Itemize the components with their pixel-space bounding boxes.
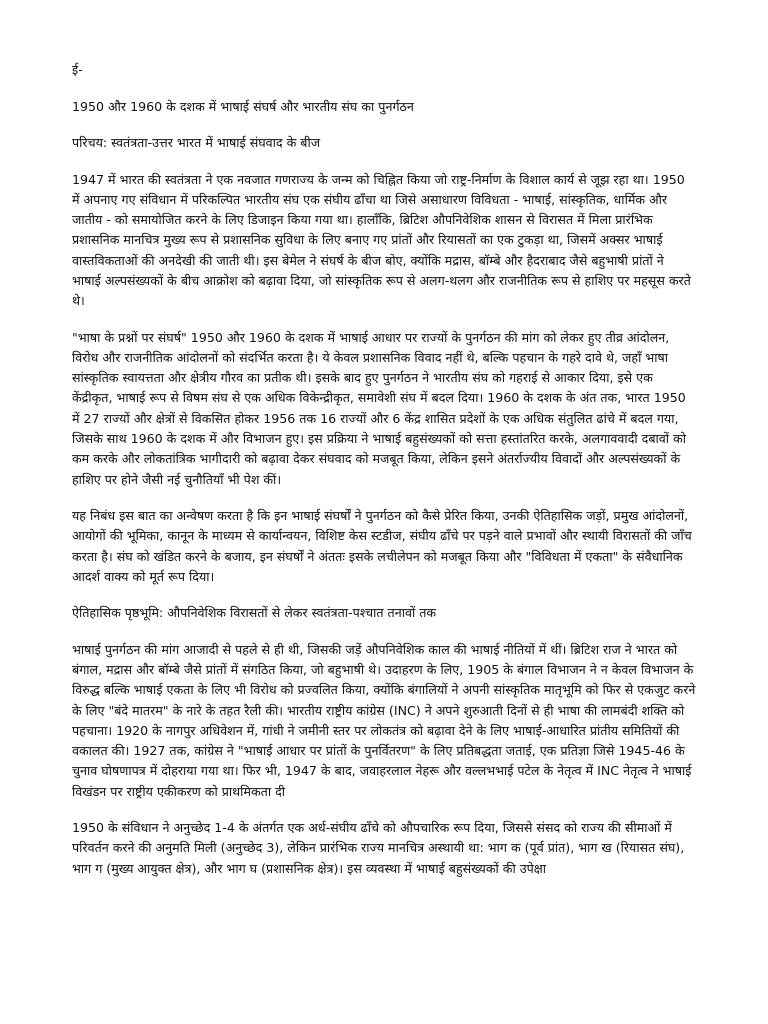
paragraph-5: 1950 के संविधान ने अनुच्छेद 1-4 के अंतर्गत एक अर्ध-संघीय ढाँचे को औपचारिक रूप दिया, जिससे संसद को राज्य की सीमाओं में परिवर्तन करने की अनुमति मिली (अनुच्छेद 3), लेकिन प्रारंभिक राज्य मानचित्र अस्थायी था: भाग क (पूर्व प्रांत), भाग ख (रियासत संघ), भाग ग (मुख्य आयुक्त क्षेत्र), और भाग घ (प्रशासनिक क्षेत्र)। इस व्यवस्था में भाषाई बहुसंख्यकों की उपेक्षा [72, 820, 685, 876]
section-marker: ई- [72, 62, 83, 77]
paragraph-4: भाषाई पुनर्गठन की मांग आजादी से पहले से ही थी, जिसकी जड़ें औपनिवेशिक काल की भाषाई नीतियों में थीं। ब्रिटिश राज ने भारत को बंगाल, मद्रास और बॉम्बे जैसे प्रांतों में संगठित किया, जो बहुभाषी थे। उदाहरण के लिए, 1905 के बंगाल विभाजन ने न केवल विभाजन के विरुद्ध बल्कि भाषाई एकता के लिए भी विरोध को प्रज्वलित किया, क्योंकि बंगालियों ने अपनी सांस्कृतिक मातृभूमि को फिर से एकजुट करने के लिए "बंदे मातरम" के नारे के तहत रैली की। भारतीय राष्ट्रीय कांग्रेस (INC) ने अपने शुरुआती दिनों से ही भाषा की लामबंदी शक्ति को पहचाना। 1920 के नागपुर अधिवेशन में, गांधी ने जमीनी स्तर पर लोकतंत्र को बढ़ावा देने के लिए भाषाई-आधारित प्रांतीय समितियों की वकालत की। 1927 तक, कांग्रेस ने "भाषाई आधार पर प्रांतों के पुनर्वितरण" के लिए प्रतिबद्धता जताई, एक प्रतिज्ञा जिसे 1945-46 के चुनाव घोषणापत्र में दोहराया गया था। फिर भी, 1947 के बाद, जवाहरलाल नेहरू और वल्लभभाई पटेल के नेतृत्व में INC नेतृत्व ने भाषाई विखंडन पर राष्ट्रीय एकीकरण को प्राथमिकता दी [72, 641, 696, 799]
intro-heading: परिचय: स्वतंत्रता-उत्तर भारत में भाषाई संघवाद के बीज [72, 135, 321, 150]
paragraph-3: यह निबंध इस बात का अन्वेषण करता है कि इन भाषाई संघर्षों ने पुनर्गठन को कैसे प्रेरित किया, उनकी ऐतिहासिक जड़ों, प्रमुख आंदोलनों, आयोगों की भूमिका, कानून के माध्यम से कार्यान्वयन, विशिष्ट केस स्टडीज, संघीय ढाँचे पर पड़ने वाले प्रभावों और स्थायी विरासतों की जाँच करता है। संघ को खंडित करने के बजाय, इन संघर्षों ने अंततः इसके लचीलेपन को मजबूत किया और "विविधता में एकता" के संवैधानिक आदर्श वाक्य को मूर्त रूप दिया। [72, 507, 692, 584]
history-heading: ऐतिहासिक पृष्ठभूमि: औपनिवेशिक विरासतों से लेकर स्वतंत्रता-पश्चात तनावों तक [72, 605, 437, 621]
document-page [72, 60, 696, 895]
paragraph-2: "भाषा के प्रश्नों पर संघर्ष" 1950 और 1960 के दशक में भाषाई आधार पर राज्यों के पुनर्गठन की मांग को लेकर हुए तीव्र आंदोलन, विरोध और राजनीतिक आंदोलनों को संदर्भित करता है। ये केवल प्रशासनिक विवाद नहीं थे, बल्कि पहचान के गहरे दावे थे, जहाँ भाषा सांस्कृतिक स्वायत्तता और क्षेत्रीय गौरव का प्रतीक थी। इसके बाद हुए पुनर्गठन ने भारतीय संघ को गहराई से आकार दिया, इसे एक केंद्रीकृत, भाषाई रूप से विषम संघ से एक अधिक विकेन्द्रीकृत, समावेशी संघ में बदल दिया। 1960 के दशक के अंत तक, भारत 1950 में 27 राज्यों और क्षेत्रों से विकसित होकर 1956 तक 16 राज्यों और 6 केंद्र शासित प्रदेशों के एक अधिक संतुलित ढांचे में बदल गया, जिसके साथ 1960 के दशक में और विभाजन हुए। इस प्रक्रिया ने भाषाई बहुसंख्यकों को सत्ता हस्तांतरित करके, अलगाववादी दबावों को कम करके और लोकतांत्रिक भागीदारी को बढ़ावा देकर संघवाद को मजबूत किया, लेकिन इसने अंतर्राज्यीय विवादों और अल्पसंख्यकों के हाशिए पर होने जैसी नई चुनौतियाँ भी पेश कीं। [72, 329, 686, 487]
paragraph-1: 1947 में भारत की स्वतंत्रता ने एक नवजात गणराज्य के जन्म को चिह्नित किया जो राष्ट्र-निर्माण के विशाल कार्य से जूझ रहा था। 1950 में अपनाए गए संविधान में परिकल्पित भारतीय संघ एक संघीय ढाँचा था जिसे असाधारण विविधता - भाषाई, सांस्कृतिक, धार्मिक और जातीय - को समायोजित करने के लिए डिजाइन किया गया था। हालाँकि, ब्रिटिश औपनिवेशिक शासन से विरासत में मिला प्रारंभिक प्रशासनिक मानचित्र मुख्य रूप से प्रशासनिक सुविधा के लिए बनाए गए प्रांतों और रियासतों का एक टुकड़ा था, जिसमें अक्सर भाषाई वास्तविकताओं की अनदेखी की जाती थी। इस बेमेल ने संघर्ष के बीज बोए, क्योंकि मद्रास, बॉम्बे और हैदराबाद जैसे बहुभाषी प्रांतों ने भाषाई अल्पसंख्यकों के बीच आक्रोश को बढ़ावा दिया, जो सांस्कृतिक रूप से अलग-थलग और राजनीतिक रूप से हाशिए पर महसूस करते थे। [72, 171, 691, 309]
document-title: 1950 और 1960 के दशक में भाषाई संघर्ष और भारतीय संघ का पुनर्गठन [72, 98, 414, 114]
